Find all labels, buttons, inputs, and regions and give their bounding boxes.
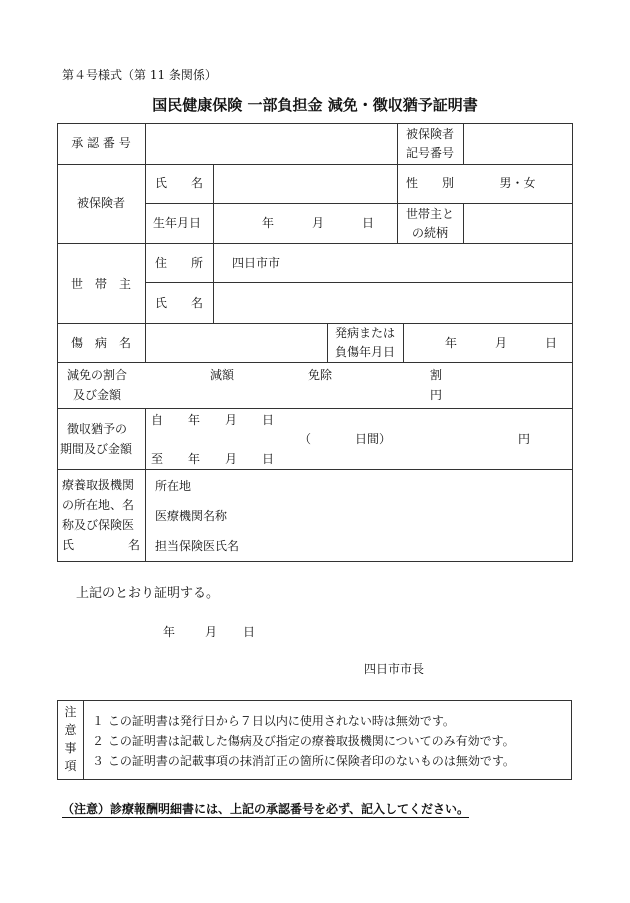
deferral-from-month: 月 [225, 413, 238, 427]
insured-group-label: 被保険者 [76, 196, 125, 210]
deferral-yen-unit: 円 [518, 432, 531, 446]
doctor-name-label: 担当保険医氏名 [155, 539, 240, 553]
gender-label: 性 別 [405, 176, 454, 190]
reduction-label-line1: 減免の割合 [67, 368, 128, 382]
facility-location-label: 所在地 [155, 479, 192, 493]
injury-label: 傷 病 名 [70, 336, 131, 350]
facility-label-line4a: 氏 [62, 538, 75, 552]
reduced-option: 減額 [210, 368, 235, 382]
notes-box [57, 700, 572, 780]
onset-month-unit: 月 [495, 336, 508, 350]
gender-value: 男・女 [499, 176, 536, 190]
facility-label-line2: の所在地、名 [62, 498, 135, 512]
relation-label-line1: 世帯主と [405, 207, 454, 221]
birth-year-unit: 年 [262, 216, 275, 230]
reduction-yen-unit: 円 [430, 388, 443, 402]
householder-group-label: 世 帯 主 [70, 277, 131, 291]
form-number: 第４号様式（第 11 条関係） [62, 68, 217, 82]
householder-name-label: 氏 名 [155, 296, 204, 310]
insured-name-label: 氏 名 [155, 176, 204, 190]
deferral-to-month: 月 [225, 452, 238, 466]
deferral-days-open: （ [299, 432, 312, 446]
cert-month-unit: 月 [205, 625, 218, 639]
facility-label-line1: 療養取扱機関 [62, 478, 135, 492]
address-label: 住 所 [155, 256, 204, 270]
deferral-days-close: 日間） [355, 432, 392, 446]
birth-date-label: 生年月日 [153, 216, 202, 230]
onset-year-unit: 年 [445, 336, 458, 350]
onset-label-line2: 負傷年月日 [334, 345, 395, 359]
deferral-from-day: 日 [262, 413, 275, 427]
birth-day-unit: 日 [362, 216, 375, 230]
notes-side-label-2: 意 [64, 723, 77, 737]
footer-note-text: （注意）診療報酬明細書には、上記の承認番号を必ず、記入してください。 [62, 802, 470, 816]
address-value: 四日市市 [232, 256, 281, 270]
notes-side-label-3: 事 [64, 741, 77, 755]
onset-day-unit: 日 [545, 336, 558, 350]
facility-label-line4b: 名 [128, 538, 141, 552]
deferral-to-day: 日 [262, 452, 275, 466]
notes-side-label-4: 項 [64, 759, 77, 773]
exempted-option: 免除 [308, 368, 333, 382]
deferral-label-line2: 期間及び金額 [60, 442, 133, 456]
facility-name-label: 医療機関名称 [155, 509, 228, 523]
percent-unit: 割 [430, 368, 443, 382]
note-item-3: ３ この証明書の記載事項の抹消訂正の箇所に保険者印のないものは無効です。 [92, 754, 515, 768]
reduction-label-line2: 及び金額 [73, 388, 122, 402]
relation-label-line2: の続柄 [411, 226, 448, 240]
cert-year-unit: 年 [163, 625, 176, 639]
note-item-2: ２ この証明書は記載した傷病及び指定の療養取扱機関についてのみ有効です。 [92, 734, 515, 748]
insured-id-label-line1: 被保険者 [405, 127, 454, 141]
issuer-name: 四日市市長 [364, 662, 425, 676]
insured-id-label-line2: 記号番号 [405, 146, 454, 160]
deferral-to-year: 年 [188, 452, 201, 466]
notes-side-label-1: 注 [64, 705, 77, 719]
certification-statement: 上記のとおり証明する。 [76, 586, 220, 601]
onset-label-line1: 発病または [334, 326, 395, 340]
deferral-from-label: 自 [151, 413, 164, 427]
note-item-1: １ この証明書は発行日から７日以内に使用されない時は無効です。 [92, 714, 455, 728]
page-title: 国民健康保険 一部負担金 減免・徴収猶予証明書 [152, 96, 478, 114]
deferral-from-year: 年 [188, 413, 201, 427]
cert-day-unit: 日 [243, 625, 256, 639]
approval-number-label: 承 認 番 号 [71, 136, 131, 150]
birth-month-unit: 月 [312, 216, 325, 230]
deferral-to-label: 至 [151, 452, 164, 466]
facility-label-line3: 称及び保険医 [62, 518, 135, 532]
deferral-label-line1: 徴収猶予の [67, 422, 128, 436]
footer-note [62, 800, 469, 819]
